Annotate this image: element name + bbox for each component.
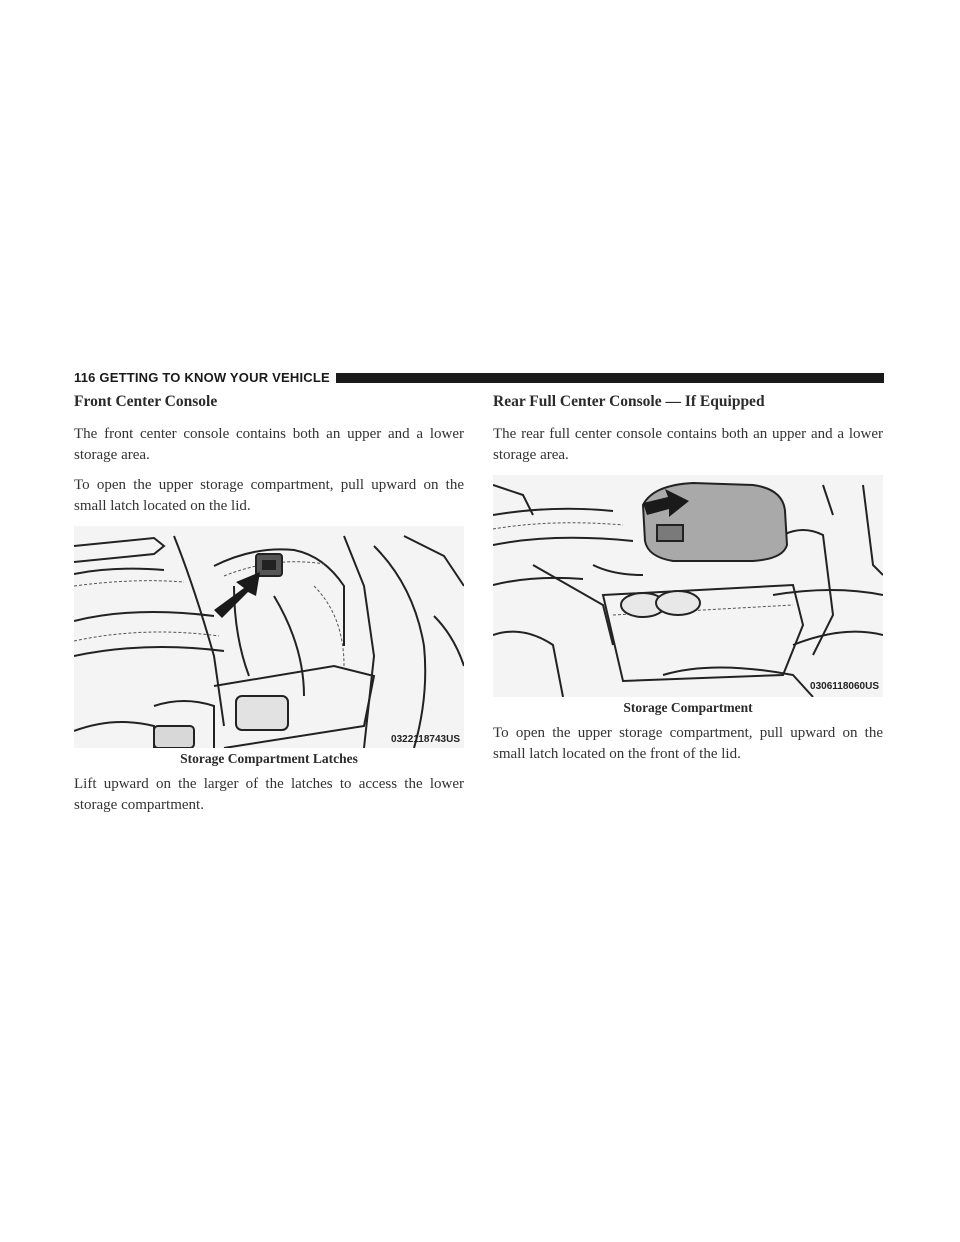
figure-code: 0322118743US: [391, 734, 460, 745]
section-heading-front-console: Front Center Console: [74, 393, 218, 410]
front-console-illustration: [74, 526, 464, 748]
figure-front-console: [74, 526, 464, 748]
right-column: [493, 392, 883, 774]
section-heading-rear-console: Rear Full Center Console — If Equipped: [493, 393, 765, 410]
paragraph: To open the upper storage compartment, pull upward on the small latch located on the lid.: [74, 477, 464, 514]
figure-caption: Storage Compartment Latches: [180, 751, 358, 766]
page-number-title: 116 GETTING TO KNOW YOUR VEHICLE: [74, 370, 330, 385]
figure-code: 0306118060US: [810, 681, 879, 692]
rear-console-illustration: [493, 475, 883, 697]
paragraph: The front center console contains both an upper and a lower storage area.: [74, 426, 464, 463]
header-rule: [336, 373, 884, 383]
paragraph: Lift upward on the larger of the latches to access the lower storage compartment.: [74, 776, 464, 813]
left-column: [74, 392, 464, 825]
page-header: [74, 370, 884, 386]
figure-rear-console: [493, 475, 883, 697]
paragraph: To open the upper storage compartment, pull upward on the small latch located on the front of the lid.: [493, 725, 883, 762]
paragraph: The rear full center console contains both an upper and a lower storage area.: [493, 426, 883, 463]
figure-caption: Storage Compartment: [623, 700, 753, 715]
